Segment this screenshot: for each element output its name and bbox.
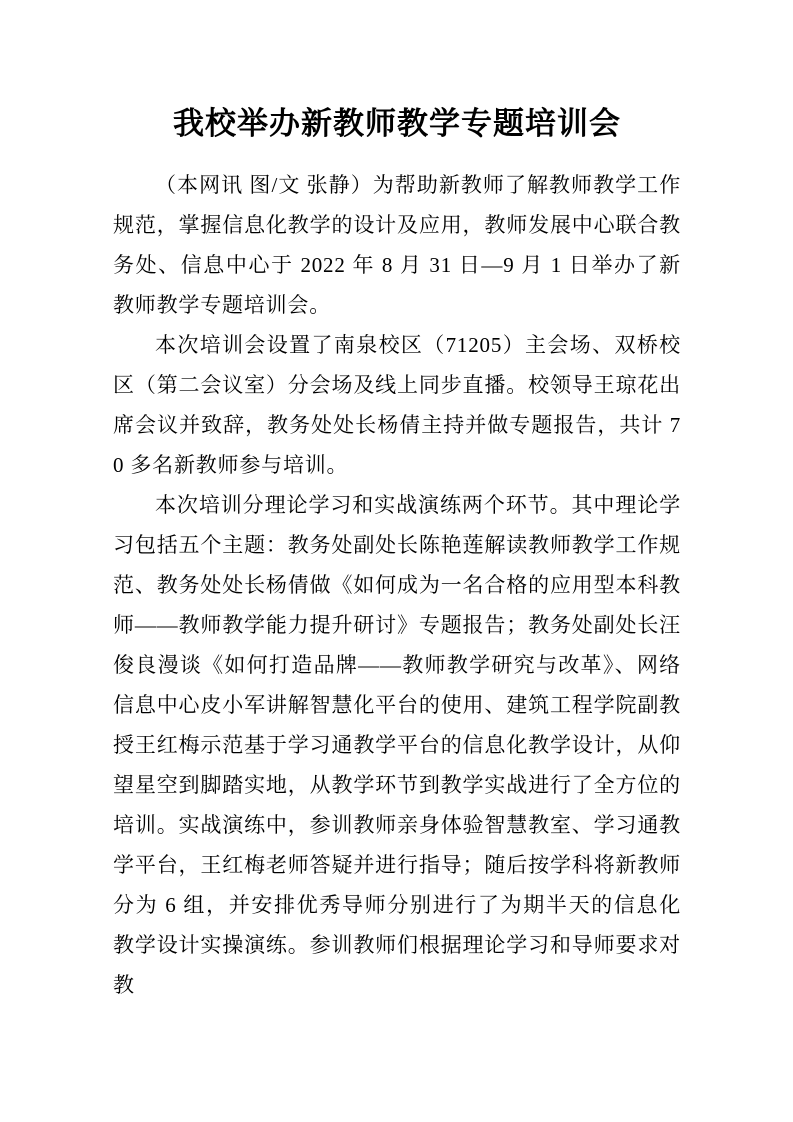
document-title: 我校举办新教师教学专题培训会 [173,106,621,141]
paragraph-intro: （本网讯 图/文 张静）为帮助新教师了解教师教学工作规范，掌握信息化教学的设计及应用，教师发展中心联合教务处、信息中心于 2022 年 8 月 31 日—9 月 1 日举办了新教师教学专题培训会。 [113,173,681,317]
paragraph-training-details: 本次培训分理论学习和实战演练两个环节。其中理论学习包括五个主题：教务处副处长陈艳莲解读教师教学工作规范、教务处处长杨倩做《如何成为一名合格的应用型本科教师——教师教学能力提升研讨》专题报告；教务处副处长汪俊良漫谈《如何打造品牌——教师教学研究与改革》、网络信息中心皮小军讲解智慧化平台的使用、建筑工程学院副教授王红梅示范基于学习通教学平台的信息化教学设计，从仰望星空到脚踏实地，从教学环节到教学实战进行了全方位的培训。实战演练中，参训教师亲身体验智慧教室、学习通教学平台，王红梅老师答疑并进行指导；随后按学科将新教师分为 6 组，并安排优秀导师分别进行了为期半天的信息化教学设计实操演练。参训教师们根据理论学习和导师要求对教 [113,493,681,997]
paragraph-venues: 本次培训会设置了南泉校区（71205）主会场、双桥校区（第二会议室）分会场及线上同步直播。校领导王琼花出席会议并致辞，教务处处长杨倩主持并做专题报告，共计 70 多名新教师参与培训。 [113,333,681,477]
document-content [113,100,681,1005]
